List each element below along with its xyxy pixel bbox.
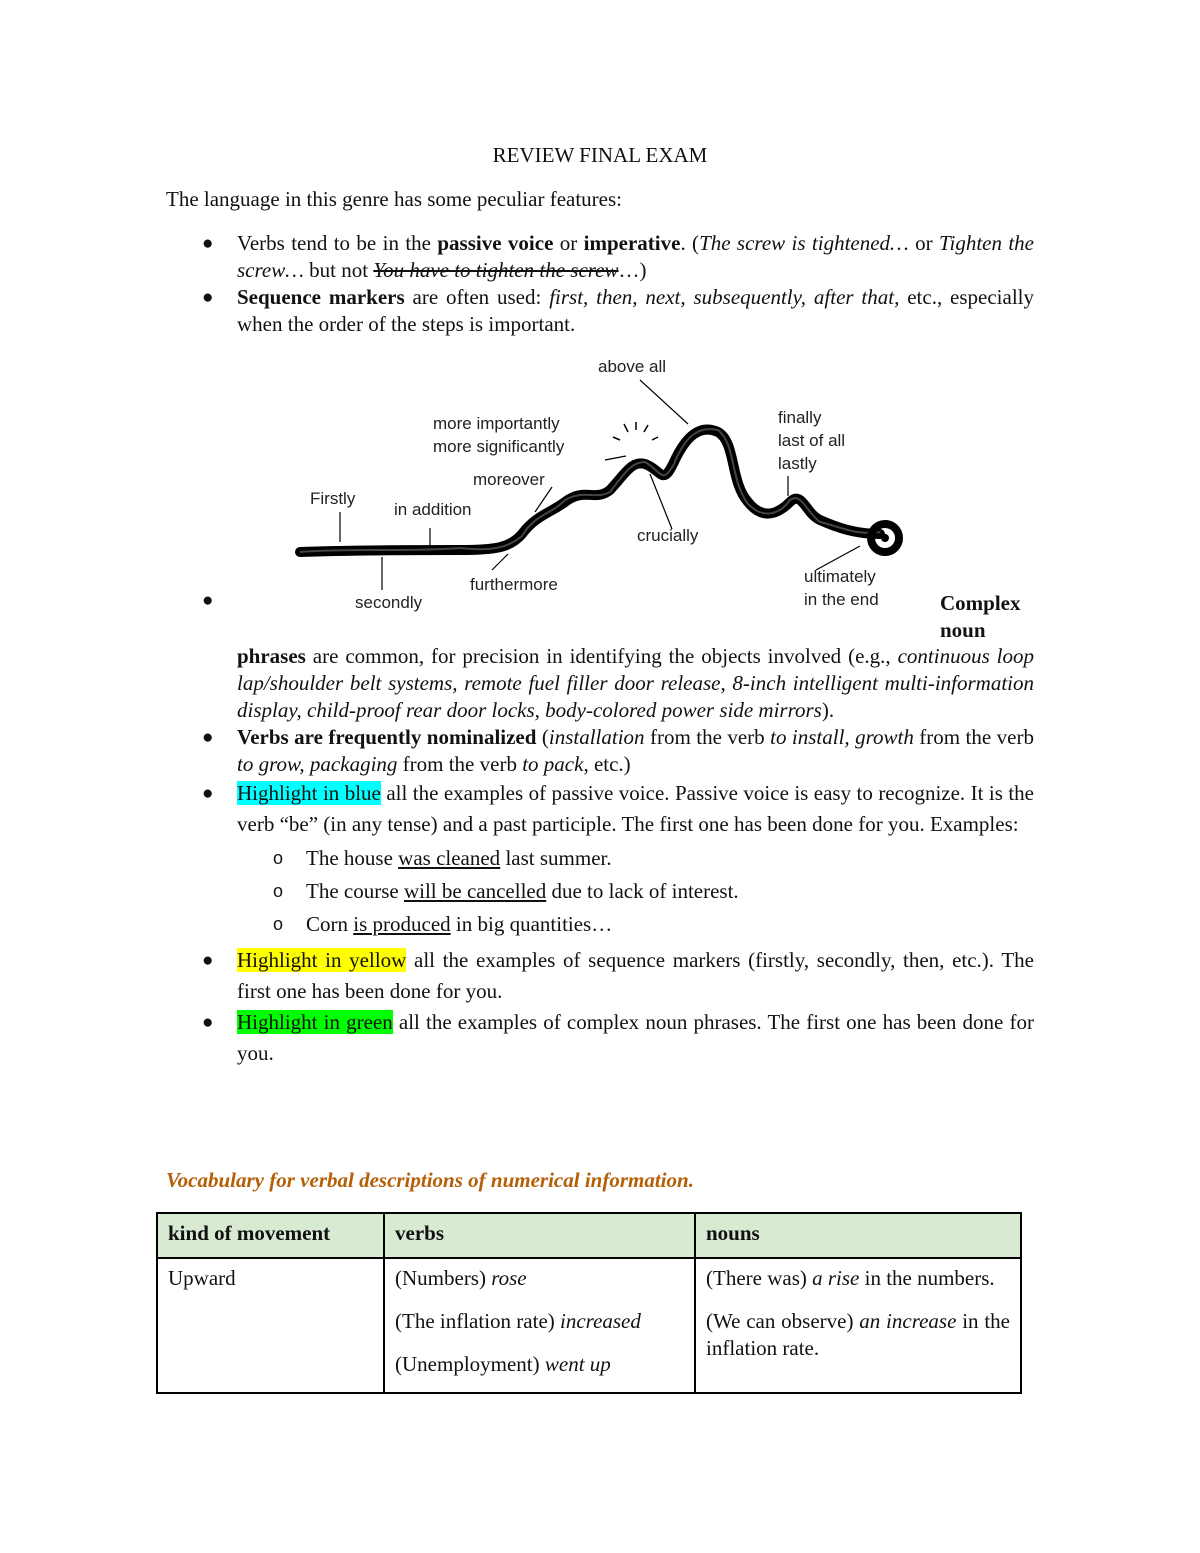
text: in the inflation rate.	[706, 1309, 1010, 1360]
label-ultimately: ultimately	[804, 567, 876, 586]
italic-text: to grow, packaging	[237, 752, 398, 776]
circle-bullet-icon: o	[273, 914, 284, 934]
label-more-significantly: more significantly	[433, 437, 565, 456]
bullet-icon: ●	[202, 233, 214, 254]
bullet-icon: ●	[202, 1012, 214, 1033]
page-title: REVIEW FINAL EXAM	[492, 143, 708, 167]
table-cell-nouns	[695, 1258, 1021, 1393]
italic-text: increased	[560, 1309, 641, 1333]
burst-icon	[613, 422, 658, 440]
italic-text: an increase	[859, 1309, 957, 1333]
text: etc., especially when the order of the steps is important.	[237, 285, 1035, 336]
highlight-green-label: Highlight in green	[237, 1010, 393, 1034]
text: from the verb	[913, 725, 1034, 749]
italic-text: installation	[548, 725, 645, 749]
label-secondly: secondly	[355, 593, 423, 612]
label-moreover: moreover	[473, 470, 545, 489]
text: The house	[306, 846, 399, 870]
circle-bullet-icon: o	[273, 881, 284, 901]
bold-text: imperative	[583, 231, 681, 255]
feature-list-continued	[166, 643, 1034, 1069]
feature-list	[166, 230, 1034, 338]
text: Corn	[306, 912, 354, 936]
strikethrough-text: You have to tighten the screw	[373, 258, 619, 282]
noun-example	[706, 1308, 1010, 1362]
highlight-blue-label: Highlight in blue	[237, 781, 381, 805]
text: in the numbers.	[859, 1266, 995, 1290]
bold-text: Verbs are frequently nominalized	[237, 725, 537, 749]
cell-text: Upward	[168, 1266, 236, 1290]
table-cell-kind	[157, 1258, 384, 1393]
path-illustration	[290, 352, 920, 617]
sequence-markers-figure	[290, 352, 920, 617]
bold-text: Complex	[940, 591, 1021, 615]
text: are common, for precision in identifying the objects involved (e.g.,	[305, 644, 898, 668]
text: . (	[680, 231, 700, 255]
text: (There was)	[706, 1266, 813, 1290]
list-item-highlight-green	[166, 1007, 1034, 1069]
verb-example	[395, 1351, 684, 1378]
text: from the verb	[644, 725, 771, 749]
text: from the verb	[397, 752, 523, 776]
text: (Numbers)	[395, 1266, 492, 1290]
italic-text: Tighten the screw…	[237, 231, 1035, 282]
text: due to lack of interest.	[546, 879, 739, 903]
underlined-text: will be cancelled	[403, 879, 547, 903]
bullet-icon: ●	[202, 783, 214, 804]
text: all the examples of sequence markers (firstly, secondly, then, etc.). The first one has been done for you.	[237, 948, 1034, 1003]
bold-text: Sequence markers	[237, 285, 405, 309]
underlined-text: was cleaned	[398, 846, 501, 870]
verb-example	[395, 1265, 684, 1292]
italic-text: continuous loop lap/shoulder belt systems, remote fuel filler door release, 8-inch intelligent multi-information display, child-proof rear door locks, body-colored power side mirrors	[237, 644, 1035, 722]
bullet-icon: ●	[202, 950, 214, 971]
verb-example	[395, 1308, 684, 1335]
list-item-complex-noun-phrases	[166, 643, 1034, 724]
underlined-text: is produced	[353, 912, 451, 936]
label-more-importantly: more importantly	[433, 414, 560, 433]
label-crucially: crucially	[637, 526, 699, 545]
vocabulary-table	[156, 1212, 1022, 1394]
label-above-all: above all	[598, 357, 667, 376]
list-item-highlight-yellow	[166, 945, 1034, 1007]
vocabulary-heading: Vocabulary for verbal descriptions of numerical information.	[166, 1168, 694, 1192]
text: ).	[821, 698, 835, 722]
text: The course	[306, 879, 404, 903]
column-header: kind of movement	[157, 1213, 384, 1258]
example-item	[273, 908, 1034, 941]
highlight-yellow-label: Highlight in yellow	[237, 948, 407, 972]
bold-text: noun	[940, 618, 986, 642]
italic-text: rose	[491, 1266, 527, 1290]
text: Verbs tend to be in the	[237, 231, 438, 255]
text: …)	[618, 258, 647, 282]
text: last summer.	[500, 846, 612, 870]
bold-text: phrases	[237, 644, 306, 668]
text: in big quantities…	[450, 912, 613, 936]
end-dot-icon	[881, 534, 889, 542]
passive-examples	[237, 842, 1034, 941]
label-in-the-end: in the end	[804, 590, 879, 609]
label-finally: finally	[778, 408, 822, 427]
list-item-passive	[166, 230, 1034, 284]
text: (	[536, 725, 549, 749]
noun-example	[706, 1265, 1010, 1292]
text: but not	[303, 258, 374, 282]
bullet-icon: ●	[202, 590, 214, 611]
example-item	[273, 875, 1034, 908]
table-header-row	[157, 1213, 1021, 1258]
italic-text: to pack	[522, 752, 584, 776]
italic-text: The screw is tightened…	[699, 231, 909, 255]
intro-text: The language in this genre has some peculiar features:	[166, 187, 622, 211]
bold-text: passive voice	[437, 231, 554, 255]
text: all the examples of complex noun phrases. The first one has been done for you.	[237, 1010, 1034, 1065]
text: (The inflation rate)	[395, 1309, 561, 1333]
text: (We can observe)	[706, 1309, 860, 1333]
text: (Unemployment)	[395, 1352, 545, 1376]
column-header: verbs	[384, 1213, 695, 1258]
table-row	[157, 1258, 1021, 1393]
italic-text: to install, growth	[770, 725, 914, 749]
text: are often used:	[404, 285, 550, 309]
column-header: nouns	[695, 1213, 1021, 1258]
list-item-highlight-blue	[166, 778, 1034, 941]
text: all the examples of passive voice. Passive voice is easy to recognize. It is the verb “be” (in any tense) and a past participle. The first one has been done for you. Examples:	[237, 781, 1034, 836]
text: or	[908, 231, 939, 255]
italic-text: went up	[544, 1352, 611, 1376]
text: , etc.)	[583, 752, 631, 776]
list-item-sequence-markers	[166, 284, 1034, 338]
label-in-addition: in addition	[394, 500, 472, 519]
example-item	[273, 842, 1034, 875]
table-cell-verbs	[384, 1258, 695, 1393]
label-lastly: lastly	[778, 454, 817, 473]
label-furthermore: furthermore	[470, 575, 558, 594]
italic-text: first, then, next, subsequently, after that,	[549, 285, 900, 309]
list-item-nominalized	[166, 724, 1034, 778]
label-firstly: Firstly	[310, 489, 356, 508]
bullet-icon: ●	[202, 727, 214, 748]
bullet-icon: ●	[202, 287, 214, 308]
italic-text: a rise	[812, 1266, 860, 1290]
text: or	[553, 231, 584, 255]
complex-noun-heading	[940, 590, 1021, 644]
circle-bullet-icon: o	[273, 848, 284, 868]
label-last-of-all: last of all	[778, 431, 846, 450]
